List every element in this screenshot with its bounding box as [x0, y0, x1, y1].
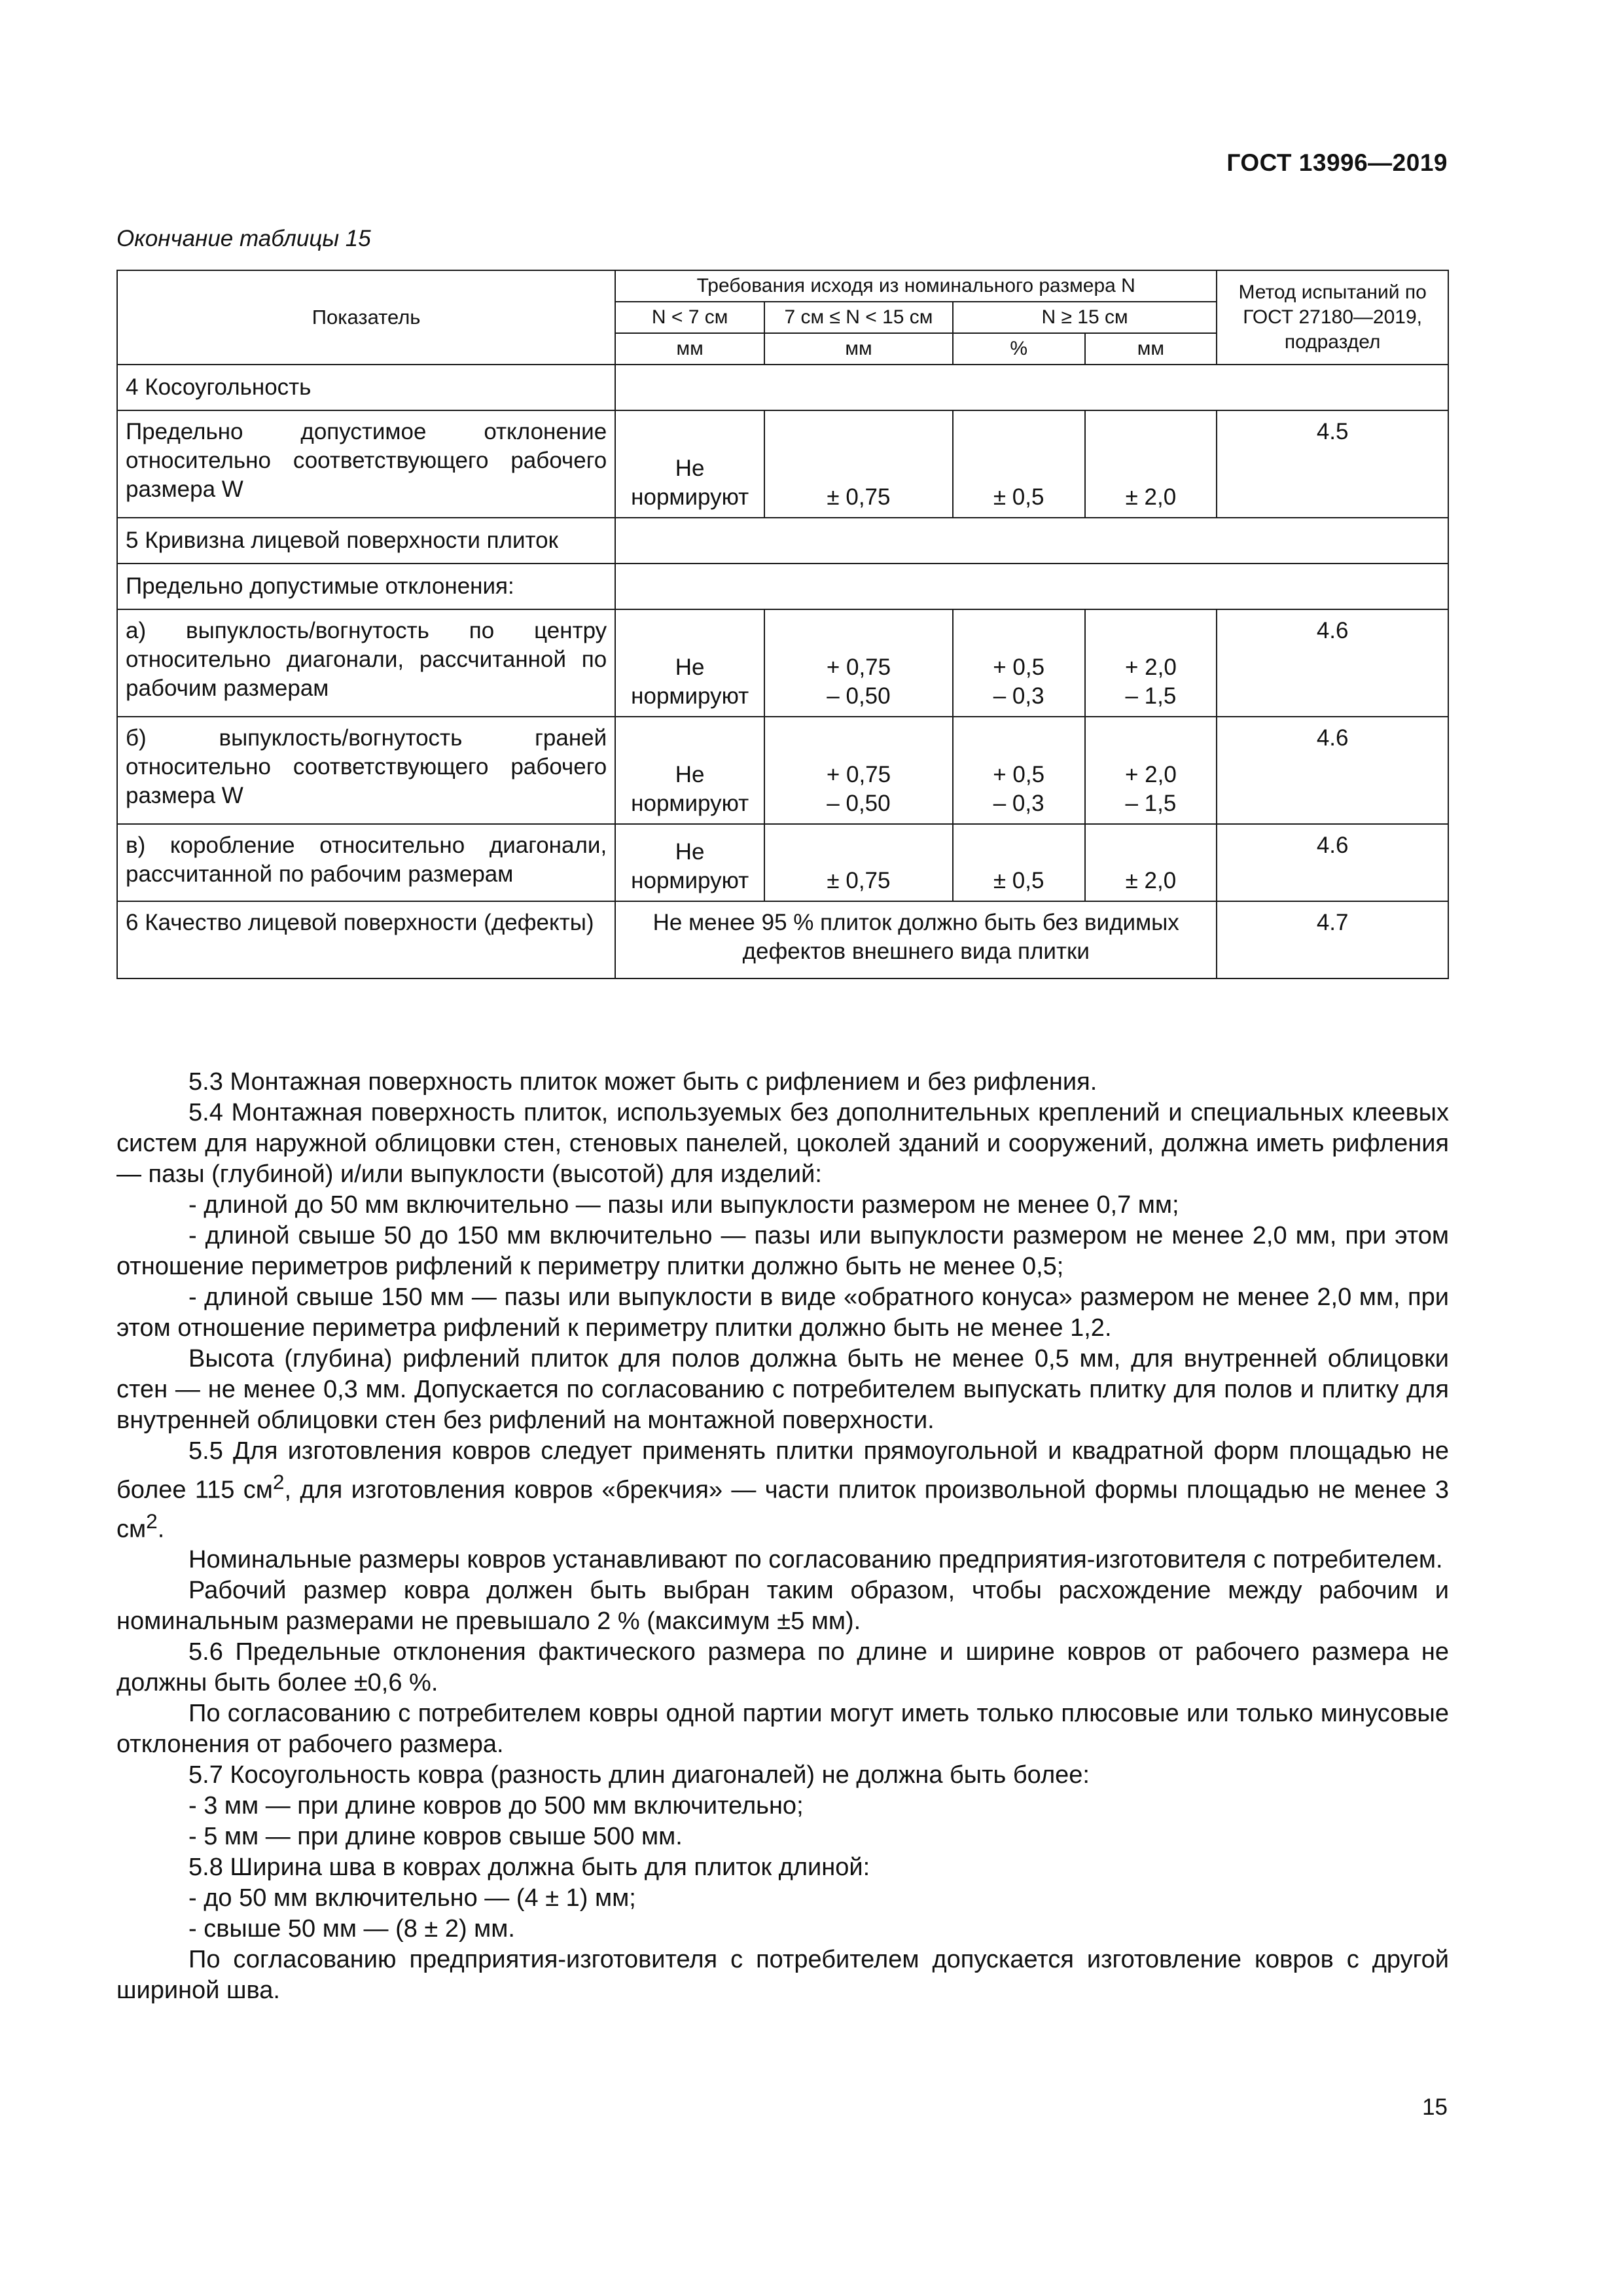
not-normed-cell: Не нормируют — [615, 609, 764, 717]
paragraph: Высота (глубина) рифлений плиток для полов должна быть не менее 0,5 мм, для внутренней облицовки стен — не менее 0,3 мм. Допускается по согласованию с потребителем выпускать плитку для полов и плитку для внутренней облицовки стен без рифлений на монтажной поверхности. — [116, 1345, 1449, 1434]
row-label: в) коробление относительно диагонали, рассчитанной по рабочим размерам — [117, 824, 615, 901]
table-row — [117, 564, 1448, 609]
table-row — [117, 609, 1448, 717]
table-row — [117, 410, 1448, 518]
value-plus: + 0,75 — [826, 655, 891, 680]
empty-cell — [615, 564, 1448, 609]
value-cell — [764, 609, 953, 717]
row-label: а) выпуклость/вогнутость по центру относительно диагонали, рассчитанной по рабочим размерам — [117, 609, 615, 717]
value-cell: ± 2,0 — [1085, 410, 1217, 518]
list-item: - длиной до 50 мм включительно — пазы или выпуклости размером не менее 0,7 мм; — [188, 1191, 1179, 1219]
value-cell — [1085, 717, 1217, 824]
list-item: - 5 мм — при длине ковров свыше 500 мм. — [188, 1823, 683, 1851]
paragraph-5-6: 5.6 Предельные отклонения фактического размера по длине и ширине ковров от рабочего размера не должны быть более ±0,6 %. — [116, 1638, 1449, 1697]
paragraph-5-7: 5.7 Косоугольность ковра (разность длин диагоналей) не должна быть более: — [188, 1761, 1090, 1789]
list-item: - 3 мм — при длине ковров до 500 мм включительно; — [188, 1792, 804, 1820]
table-row — [117, 824, 1448, 901]
not-normed-cell: Не нормируют — [615, 717, 764, 824]
value-cell: ± 0,75 — [764, 824, 953, 901]
table-caption: Окончание таблицы 15 — [116, 226, 371, 251]
value-cell: ± 2,0 — [1085, 824, 1217, 901]
value-cell — [764, 717, 953, 824]
empty-cell — [615, 365, 1448, 410]
header-range: N < 7 см — [615, 302, 764, 333]
table-row — [117, 717, 1448, 824]
not-normed-cell: Не нормируют — [615, 824, 764, 901]
value-minus: – 0,3 — [993, 683, 1044, 709]
empty-cell — [615, 518, 1448, 564]
header-indicator: Показатель — [117, 270, 615, 365]
table-row — [117, 901, 1448, 978]
value-plus: + 0,5 — [993, 762, 1045, 787]
value-cell — [953, 609, 1085, 717]
page-number: 15 — [1422, 2094, 1448, 2120]
superscript: 2 — [146, 1509, 158, 1533]
value-cell: ± 0,5 — [953, 824, 1085, 901]
header-method: Метод испытаний по ГОСТ 27180—2019, подраздел — [1217, 270, 1448, 365]
paragraph: Рабочий размер ковра должен быть выбран таким образом, чтобы расхождение между рабочим и номинальным размерами не превышало 2 % (максимум ±5 мм). — [116, 1577, 1449, 1636]
paragraph: Номинальные размеры ковров устанавливают по согласованию предприятия-изготовителя с потребителем. — [188, 1546, 1443, 1574]
row-label: 6 Качество лицевой поверхности (дефекты) — [117, 901, 615, 978]
value-plus: + 2,0 — [1124, 762, 1177, 787]
paragraph: По согласованию с потребителем ковры одной партии могут иметь только плюсовые или только минусовые отклонения от рабочего размера. — [116, 1700, 1449, 1759]
value-plus: + 0,5 — [993, 655, 1045, 680]
header-unit: % — [953, 333, 1085, 365]
paragraph: По согласованию предприятия-изготовителя с потребителем допускается изготовление ковров с другой шириной шва. — [116, 1946, 1449, 2005]
list-item: - длиной свыше 150 мм — пазы или выпуклости в виде «обратного конуса» размером не менее 2,0 мм, при этом отношение периметра рифлений к периметру плитки должно быть не менее 1,2. — [116, 1283, 1449, 1342]
paragraph-5-3: 5.3 Монтажная поверхность плиток может быть с рифлением и без рифления. — [188, 1068, 1097, 1096]
text-fragment: . — [157, 1515, 165, 1543]
value-minus: – 1,5 — [1125, 683, 1177, 709]
list-item: - до 50 мм включительно — (4 ± 1) мм; — [188, 1884, 636, 1912]
header-requirements: Требования исходя из номинального размера N — [615, 270, 1217, 302]
header-unit: мм — [615, 333, 764, 365]
paragraph-5-4: 5.4 Монтажная поверхность плиток, используемых без дополнительных креплений и специальных клеевых систем для наружной облицовки стен, стеновых панелей, цоколей зданий и сооружений, должна иметь рифления — пазы (глубиной) и/или выпуклости (высотой) для изделий: — [116, 1099, 1449, 1188]
row-label: б) выпуклость/вогнутость граней относительно соответствующего рабочего размера W — [117, 717, 615, 824]
method-cell: 4.6 — [1217, 609, 1448, 717]
row-label: Предельно допустимые отклонения: — [117, 564, 615, 609]
value-minus: – 0,3 — [993, 791, 1044, 816]
spec-table — [116, 270, 1449, 979]
value-plus: + 0,75 — [826, 762, 891, 787]
list-item: - длиной свыше 50 до 150 мм включительно — пазы или выпуклости размером не менее 2,0 мм, при этом отношение периметров рифлений к периметру плитки должно быть не менее 0,5; — [116, 1222, 1449, 1280]
document-header: ГОСТ 13996—2019 — [1226, 149, 1448, 176]
method-cell: 4.6 — [1217, 824, 1448, 901]
method-cell: 4.5 — [1217, 410, 1448, 518]
not-normed-cell: Не нормируют — [615, 410, 764, 518]
value-minus: – 0,50 — [827, 791, 891, 816]
paragraph-5-5 — [116, 1436, 1449, 1545]
merged-requirement-cell: Не менее 95 % плиток должно быть без видимых дефектов внешнего вида плитки — [615, 901, 1217, 978]
header-unit: мм — [1085, 333, 1217, 365]
table-row — [117, 518, 1448, 564]
value-plus: + 2,0 — [1124, 655, 1177, 680]
method-cell: 4.7 — [1217, 901, 1448, 978]
row-label: 4 Косоугольность — [117, 365, 615, 410]
value-cell — [1085, 609, 1217, 717]
text-fragment: 5.5 Для изготовления ковров следует применять плитки прямоугольной и квадратной форм площадью не более 115 см — [116, 1437, 1449, 1504]
value-cell: ± 0,75 — [764, 410, 953, 518]
text-fragment: , для изготовления ковров «брекчия» — части плиток произвольной формы площадью не менее 3 см — [116, 1476, 1450, 1543]
value-cell: ± 0,5 — [953, 410, 1085, 518]
value-minus: – 0,50 — [827, 683, 891, 709]
header-range: 7 см ≤ N < 15 см — [764, 302, 953, 333]
row-label: Предельно допустимое отклонение относительно соответствующего рабочего размера W — [117, 410, 615, 518]
row-label: 5 Кривизна лицевой поверхности плиток — [117, 518, 615, 564]
value-minus: – 1,5 — [1125, 791, 1177, 816]
table-header-row — [117, 270, 1448, 302]
paragraph-5-8: 5.8 Ширина шва в коврах должна быть для плиток длиной: — [188, 1854, 870, 1882]
body-text — [116, 1067, 1449, 2006]
superscript: 2 — [272, 1470, 285, 1494]
list-item: - свыше 50 мм — (8 ± 2) мм. — [188, 1915, 515, 1943]
value-cell — [953, 717, 1085, 824]
table-row — [117, 365, 1448, 410]
method-cell: 4.6 — [1217, 717, 1448, 824]
header-unit: мм — [764, 333, 953, 365]
header-range: N ≥ 15 см — [953, 302, 1217, 333]
